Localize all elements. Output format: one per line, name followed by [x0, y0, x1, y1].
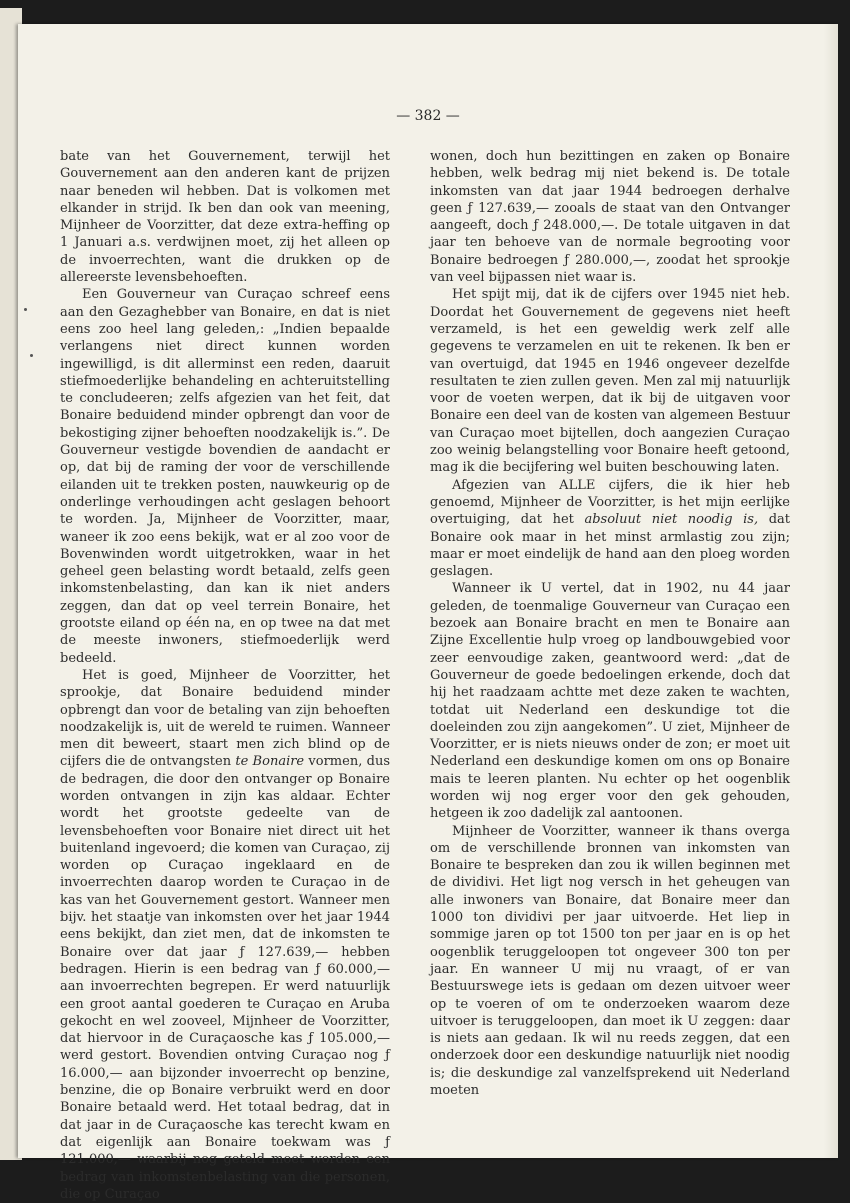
left-paragraph-3: [60, 667, 390, 1203]
right-paragraph-3-start: Afgezien van ALLE cijfers, die ik hier heb genoemd, Mijnheer de Voorzitter, is het mijn eerlijke overtuiging, dat het: [430, 477, 790, 528]
margin-speck: [30, 354, 33, 357]
page-edge-shadow: [824, 24, 838, 1158]
right-paragraph-3: [430, 477, 790, 581]
page-number: — 382 —: [396, 108, 460, 124]
left-paragraph-3-start: Het is goed, Mijnheer de Voorzitter, het sprookje, dat Bonaire beduidend minder opbrengt dan voor de betaling van zijn behoeften noodzakelijk is, uit de wereld te ruimen. Wanneer men dit beweert, staart men zich blind op de cijfers die de ontvangsten: [60, 667, 390, 770]
left-paragraph-1: bate van het Gouvernement, terwijl het Gouvernement aan den anderen kant de prijzen naar beneden wil hebben. Dat is volkomen met elkander in strijd. Ik ben dan ook van meening, Mijnheer de Voorzitter, dat deze extra-heffing op 1 Januari a.s. verdwijnen moet, zij het alleen op de invoerrechten, want die drukken op de allereerste levensbehoeften.: [60, 149, 390, 286]
right-paragraph-2: Het spijt mij, dat ik de cijfers over 1945 niet heb. Doordat het Gouvernement de gegevens niet heeft verzameld, is het een geweldig werk zelf alle gegevens te verzamelen en uit te rekenen. Ik ben er van overtuigd, dat 1945 en 1946 ongeveer dezelfde resultaten te zien zullen geven. Men zal mij natuurlijk voor de voeten werpen, dat ik bij de uitgaven voor Bonaire een deel van de kosten van algemeen Bestuur van Curaçao moet bijtellen, doch aangezien Curaçao zoo weinig belangstelling voor Bonaire heeft getoond, mag ik die becijfering wel buiten beschouwing laten.: [430, 287, 790, 476]
left-paragraph-3-end: vormen, dus de bedragen, die door den ontvanger op Bonaire worden ontvangen in zijn kas aldaar. Echter wordt het grootste gedeelte van de levensbehoeften voor Bonaire niet direct uit het buitenland ingevoerd; die komen van Curaçao, zij worden op Curaçao ingeklaard en de invoerrechten daarop worden te Curaçao in de kas van het Gouvernement gestort. Wanneer men bijv. het staatje van inkomsten over het jaar 1944 eens bekijkt, dan ziet men, dat de inkomsten te Bonaire over dat jaar ƒ 127.639,— hebben bedragen. Hierin is een bedrag van ƒ 60.000,— aan invoerrechten begrepen. Er werd natuurlijk een groot aantal goederen te Curaçao en Aruba gekocht en wel zooveel, Mijnheer de Voorzitter, dat hiervoor in de Curaçaosche kas ƒ 105.000,— werd gestort. Bovendien ontving Curaçao nog ƒ 16.000,— aan bijzonder invoerrecht op benzine, benzine, die op Bonaire verbruikt werd en door Bonaire betaald werd. Het totaal bedrag, dat in dat jaar in de Curaçaosche kas terecht kwam en dat eigenlijk aan Bonaire toekwam was ƒ 121.000,— waarbij nog geteld moet worden een bedrag van inkomstenbelasting van die personen, die op Curaçao: [60, 754, 390, 1202]
right-paragraph-3-italic: absoluut niet noodig is,: [584, 512, 759, 528]
right-paragraph-4: Wanneer ik U vertel, dat in 1902, nu 44 jaar geleden, de toenmalige Gouverneur van Curaçao een bezoek aan Bonaire bracht en men te Bonaire aan Zijne Excellentie hulp vroeg op landbouwgebied voor zeer eenvoudige zaken, geantwoord werd: „dat de Gouverneur de goede bedoelingen erkende, doch dat hij het raadzaam achtte met deze zaken te wachten, totdat uit Nederland een deskundige tot die doeleinden zou zijn aangekomen”. U ziet, Mijnheer de Voorzitter, er is niets nieuws onder de zon; er moet uit Nederland een deskundige komen om ons op Bonaire mais te leeren planten. Nu echter op het oogenblik worden wij nog erger voor den gek gehouden, hetgeen ik zoo dadelijk zal aantoonen.: [430, 581, 790, 822]
left-column: [60, 148, 390, 1203]
left-paragraph-2: Een Gouverneur van Curaçao schreef eens aan den Gezaghebber van Bonaire, en dat is niet eens zoo heel lang geleden,: „Indien bepaalde verlangens niet direct kunnen worden ingewilligd, is dit allerminst een reden, daaruit stiefmoederlijke behandeling en achteruitstelling te concludeeren; zelfs afgezien van het feit, dat Bonaire beduidend minder opbrengt dan voor de bekostiging zijner behoeften noodzakelijk is.”. De Gouverneur vestigde bovendien de aandacht er op, dat bij de raming der voor de verschillende eilanden uit te trekken posten, nauwkeurig op de onderlinge verhoudingen acht geslagen behoort te worden. Ja, Mijnheer de Voorzitter, maar, waneer ik zoo eens bekijk, wat er al zoo voor de Bovenwinden wordt uitgetrokken, waar in het geheel geen belasting wordt betaald, zelfs geen inkomstenbelasting, dan kan ik niet anders zeggen, dan dat op veel terrein Bonaire, het grootste eiland op één na, en op twee na dat met de meeste inwoners, stiefmoederlijk werd bedeeld.: [60, 287, 390, 666]
document-page: [18, 24, 838, 1202]
margin-speck: [24, 308, 27, 311]
right-paragraph-1: wonen, doch hun bezittingen en zaken op Bonaire hebben, welk bedrag mij niet bekend is. De totale inkomsten van dat jaar 1944 bedroegen derhalve geen ƒ 127.639,— zooals de staat van den Ontvanger aangeeft, doch ƒ 248.000,—. De totale uitgaven in dat jaar ten behoeve van de normale begrooting voor Bonaire bedroegen ƒ 280.000,—, zoodat het sprookje van veel bijpassen niet waar is.: [430, 149, 790, 286]
right-paragraph-5: Mijnheer de Voorzitter, wanneer ik thans overga om de verschillende bronnen van inkomsten van Bonaire te bespreken dan zou ik willen beginnen met de dividivi. Het ligt nog versch in het geheugen van alle inwoners van Bonaire, dat Bonaire meer dan 1000 ton dividivi per jaar uitvoerde. Het liep in sommige jaren op tot 1500 ton per jaar en is op het oogenblik teruggeloopen tot ongeveer 300 ton per jaar. En wanneer U mij nu vraagt, of er van Bestuurswege iets is gedaan om dezen uitvoer weer op te voeren of om te onderzoeken waarom deze uitvoer is teruggeloopen, dan moet ik U zeggen: daar is niets aan gedaan. Ik wil nu reeds zeggen, dat een onderzoek door een deskundige natuurlijk niet noodig is; die deskundige zal vanzelfsprekend uit Nederland moeten: [430, 823, 790, 1099]
right-paragraph-3-end: dat Bonaire ook maar in het minst armlastig zou zijn; maar er moet eindelijk de hand aan den ploeg worden geslagen.: [430, 512, 790, 580]
right-column: [430, 148, 790, 1099]
left-paragraph-3-italic: te Bonaire: [235, 754, 305, 770]
